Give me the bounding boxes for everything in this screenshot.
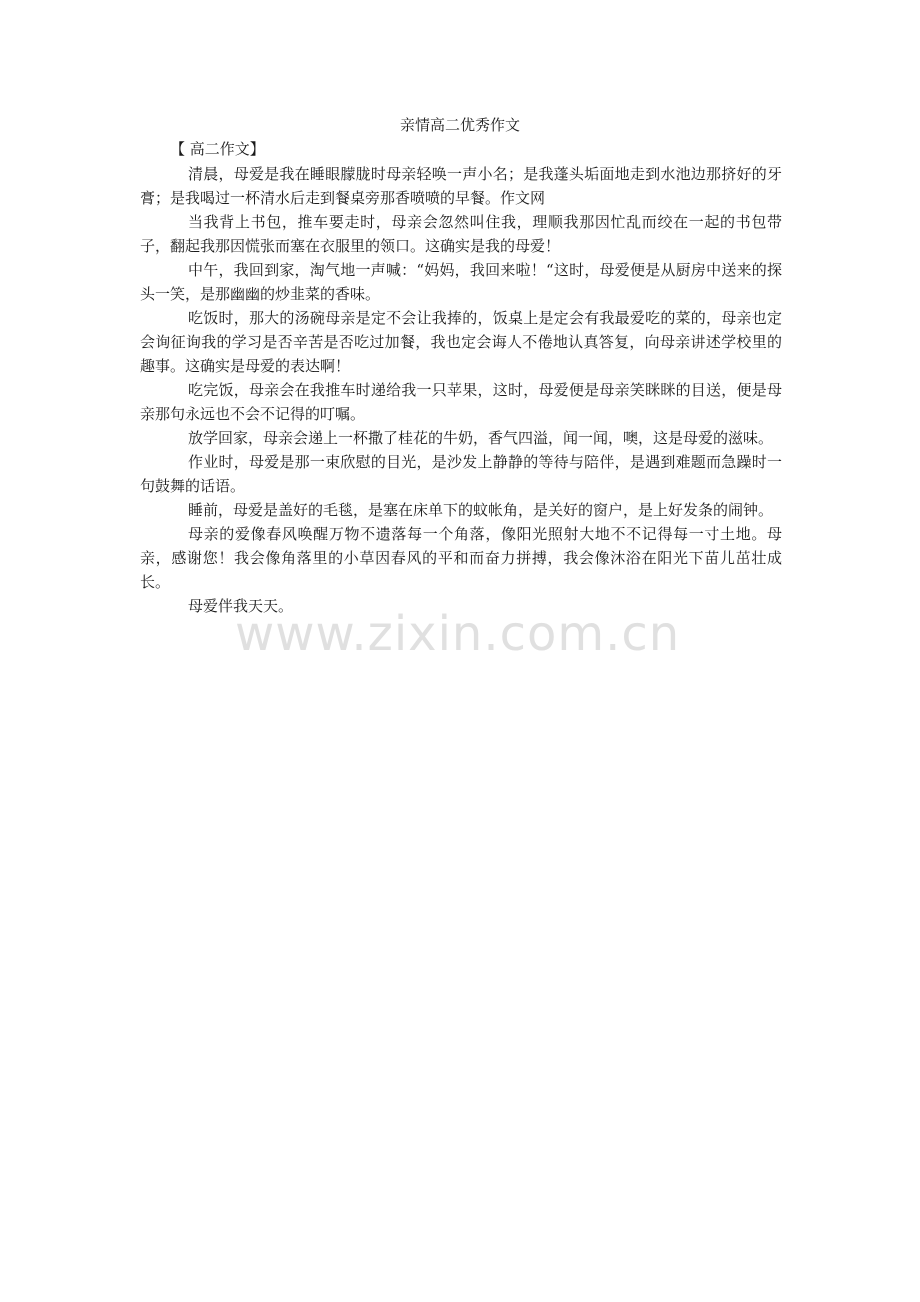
paragraph: 母爱伴我天天。 [188,597,294,615]
document-title: 亲情高二优秀作文 [399,116,520,134]
paragraph: 清晨，母爱是我在睡眼朦胧时母亲轻唤一声小名；是我蓬头垢面地走到水池边那挤好的牙膏；是我喝过一杯清水后走到餐桌旁那香喷喷的早餐。作文网 [140,165,782,207]
paragraph: 中午，我回到家，淘气地一声喊：“妈妈，我回来啦！“这时，母爱便是从厨房中送来的探头一笑，是那幽幽的炒韭菜的香味。 [140,261,782,303]
category-tag: 【 高二作文】 [170,140,265,158]
paragraph: 吃饭时，那大的汤碗母亲是定不会让我捧的，饭桌上是定会有我最爱吃的菜的，母亲也定会询征询我的学习是否辛苦是否吃过加餐，我也定会诲人不倦地认真答复，向母亲讲述学校里的趣事。这确实是母爱的表达啊！ [140,309,782,375]
paragraph: 放学回家，母亲会递上一杯撒了桂花的牛奶，香气四溢，闻一闻，噢，这是母爱的滋味。 [188,429,774,447]
document-body [140,162,782,618]
paragraph: 母亲的爱像春风唤醒万物不遗落每一个角落，像阳光照射大地不不记得每一寸土地。母亲，感谢您！我会像角落里的小草因春风的平和而奋力拼搏，我会像沐浴在阳光下苗儿茁壮成长。 [140,525,782,591]
paragraph: 吃完饭，母亲会在我推车时递给我一只苹果，这时，母爱便是母亲笑眯眯的目送，便是母亲那句永远也不会不记得的叮嘱。 [140,381,782,423]
watermark: www.zixin.com.cn [235,606,681,662]
paragraph: 当我背上书包，推车要走时，母亲会忽然叫住我，理顺我那因忙乱而绞在一起的书包带子，翻起我那因慌张而塞在衣服里的领口。这确实是我的母爱！ [140,213,782,255]
paragraph: 作业时，母爱是那一束欣慰的目光，是沙发上静静的等待与陪伴，是遇到难题而急躁时一句鼓舞的话语。 [140,453,782,495]
paragraph: 睡前，母爱是盖好的毛毯，是塞在床单下的蚊帐角，是关好的窗户，是上好发条的闹钟。 [188,501,774,519]
